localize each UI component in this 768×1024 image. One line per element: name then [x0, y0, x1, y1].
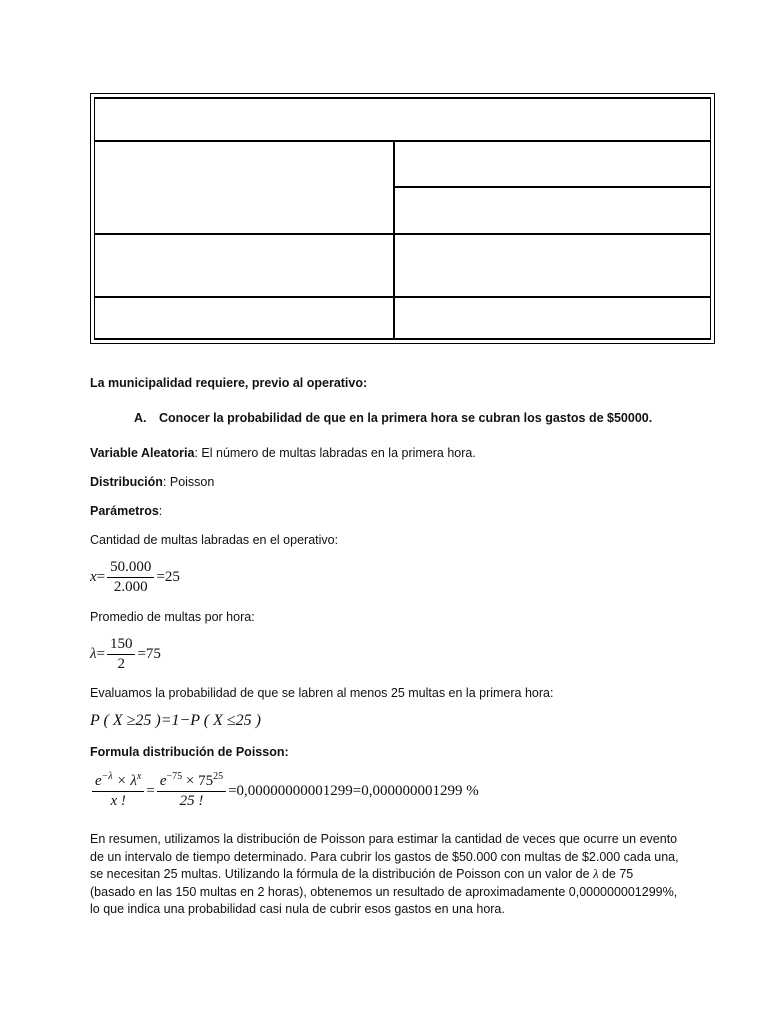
- table-bottom-line: [94, 338, 711, 340]
- fraction-general: [92, 773, 144, 810]
- summary-text: de 75 (basado en las 150 multas en 2 horas), obtenemos un resultado de aproximadamente 0,000000001299%, lo que indica una probabilidad casi nula de cubrir esos gastos en una hora.: [90, 867, 678, 916]
- fraction-specific: [157, 773, 226, 810]
- eq-sign: =: [96, 569, 106, 585]
- eq-result: =0,00000000001299=0,000000001299 %: [228, 783, 479, 799]
- summary-text: En resumen, utilizamos la distribución de Poisson para estimar la cantidad de veces que ocurre un evento de un intervalo de tiempo determinado. Para cubrir los gastos de $50.000 con multas de $2.000 cada una, se necesitan 25 multas. Utilizando la fórmula de la distribución de Poisson con un valor de: [90, 832, 679, 881]
- fraction-denominator: x !: [110, 793, 126, 809]
- fraction-denominator: 2.000: [113, 579, 148, 595]
- equation-poisson: [90, 773, 479, 810]
- superscript: 25: [213, 771, 224, 782]
- term: × λ: [112, 773, 137, 789]
- eq-result: =25: [156, 569, 180, 585]
- summary-paragraph: [90, 831, 680, 919]
- table-top-line: [94, 97, 711, 99]
- variable-text: : El número de multas labradas en la primera hora.: [194, 446, 476, 460]
- distribucion-text: : Poisson: [162, 475, 215, 489]
- table-row-divider: [94, 233, 711, 235]
- evaluamos-text: Evaluamos la probabilidad de que se labren al menos 25 multas en la primera hora:: [90, 686, 554, 700]
- table-row-divider: [94, 140, 711, 142]
- list-item-a: [134, 410, 652, 426]
- intro-text: La municipalidad requiere, previo al operativo:: [90, 376, 368, 390]
- eq-sign: =: [96, 646, 105, 662]
- parametros-line: [90, 503, 162, 519]
- cantidad-label: Cantidad de multas labradas en el operativo:: [90, 533, 339, 547]
- fraction: [107, 559, 154, 596]
- superscript: x: [136, 771, 142, 782]
- fraction-numerator: 150: [107, 636, 136, 655]
- equation-lambda: [90, 636, 161, 673]
- fraction-numerator: 50.000: [107, 559, 154, 578]
- distribucion-label: Distribución: [90, 475, 163, 489]
- table-row-divider: [394, 186, 711, 188]
- parametros-label: Parámetros: [90, 504, 159, 518]
- term: e: [159, 773, 167, 789]
- equation-probability: P ( X ≥25 )=1−P ( X ≤25 ): [90, 712, 261, 729]
- variable-line: [90, 445, 476, 461]
- superscript: −λ: [101, 771, 113, 782]
- table-row-divider: [94, 296, 711, 298]
- fraction: [107, 636, 136, 673]
- table-inner-border: [94, 97, 711, 340]
- table-column-divider: [393, 141, 395, 340]
- empty-table: [90, 93, 715, 344]
- term: e: [95, 773, 102, 789]
- parametros-text: :: [158, 504, 163, 518]
- list-item-text: Conocer la probabilidad de que en la primera hora se cubran los gastos de $50000.: [159, 411, 653, 425]
- fraction-denominator: 25 !: [179, 793, 204, 809]
- formula-label: Formula distribución de Poisson:: [90, 745, 289, 759]
- fraction-numerator: [92, 773, 144, 792]
- distribucion-line: [90, 474, 214, 490]
- eq-lhs: x: [90, 569, 97, 585]
- eq-result: =75: [137, 646, 161, 662]
- fraction-denominator: 2: [117, 656, 125, 672]
- eq-sign: =: [146, 783, 155, 799]
- fraction-numerator: [157, 773, 226, 792]
- variable-label: Variable Aleatoria: [90, 446, 195, 460]
- eq-lhs: λ: [90, 646, 97, 662]
- equation-x: [90, 559, 180, 596]
- term: × 75: [182, 773, 214, 789]
- list-marker: A.: [134, 411, 147, 425]
- promedio-label: Promedio de multas por hora:: [90, 610, 255, 624]
- lambda-symbol: λ: [593, 867, 599, 881]
- superscript: −75: [166, 771, 183, 782]
